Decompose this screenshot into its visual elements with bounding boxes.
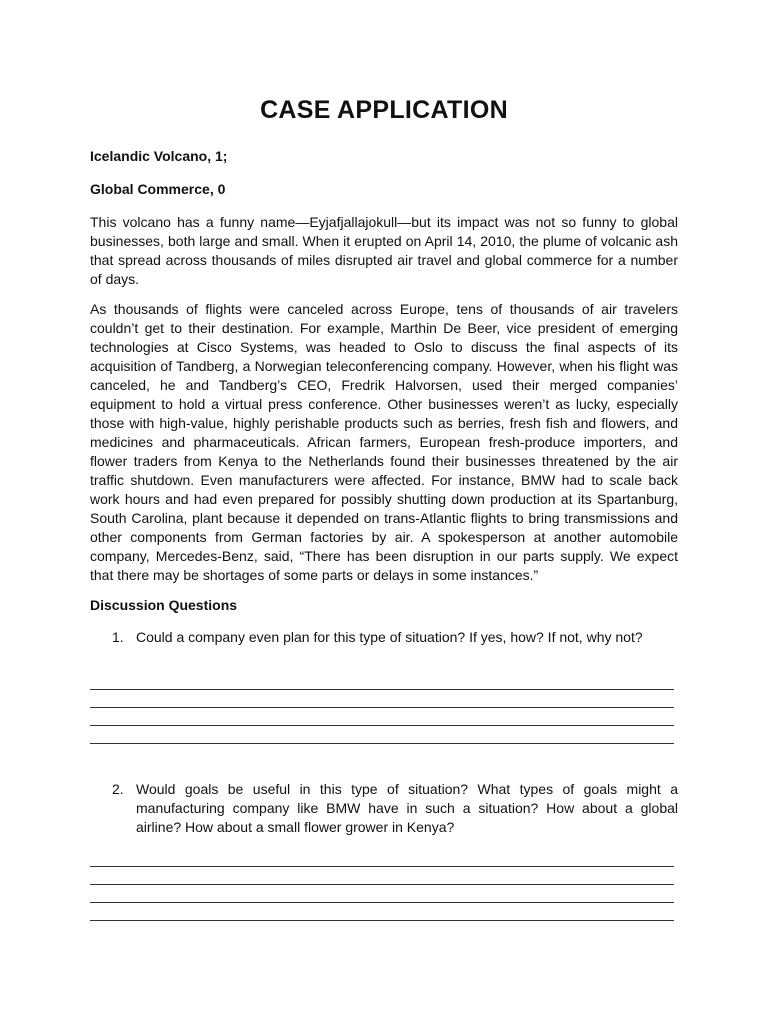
question-text: Could a company even plan for this type of situation? If yes, how? If not, why not? [136,629,643,645]
answer-lines-question-1 [90,672,674,744]
answer-lines-question-2 [90,849,674,921]
question-2 [112,780,678,837]
question-text: Would goals be useful in this type of situation? What types of goals might a manufacturing company like BMW have in such a situation? How about a global airline? How about a small flower grower in Kenya? [136,781,678,835]
case-paragraph-1: This volcano has a funny name—Eyjafjallajokull—but its impact was not so funny to global businesses, both large and small. When it erupted on April 14, 2010, the plume of volcanic ash that spread across thousands of miles disrupted air travel and global commerce for a number of days. [90,214,678,287]
discussion-questions-heading: Discussion Questions [90,597,238,613]
answer-line[interactable] [90,849,674,867]
case-subheading-2: Global Commerce, 0 [90,181,226,197]
case-paragraph-2: As thousands of flights were canceled across Europe, tens of thousands of air travelers couldn’t get to their destination. For example, Marthin De Beer, vice president of emerging technologies at Cisco Systems, was headed to Oslo to discuss the final aspects of its acquisition of Tandberg, a Norwegian teleconferencing company. However, when his flight was canceled, he and Tandberg’s CEO, Fredrik Halvorsen, used their merged companies’ equipment to hold a virtual press conference. Other businesses weren’t as lucky, especially those with high-value, highly perishable products such as berries, fresh fish and flowers, and medicines and pharmaceuticals. African farmers, European fresh-produce importers, and flower traders from Kenya to the Netherlands found their businesses threatened by the air traffic shutdown. Even manufacturers were affected. For instance, BMW had to scale back work hours and had even prepared for possibly shutting down production at its Spartanburg, South Carolina, plant because it depended on trans-Atlantic flights to bring transmissions and other components from German factories by air. A spokesperson at another automobile company, Mercedes-Benz, said, “There has been disruption in our parts supply. We expect that there may be shortages of some parts or delays in some instances.” [90,301,678,583]
answer-line[interactable] [90,672,674,690]
answer-line[interactable] [90,903,674,921]
question-number: 2. [112,781,124,797]
answer-line[interactable] [90,690,674,708]
answer-line[interactable] [90,726,674,744]
question-1 [112,628,678,647]
question-number: 1. [112,629,124,645]
answer-line[interactable] [90,708,674,726]
answer-line[interactable] [90,867,674,885]
case-subheading-1: Icelandic Volcano, 1; [90,148,228,164]
answer-line[interactable] [90,885,674,903]
page-title: CASE APPLICATION [260,96,508,124]
